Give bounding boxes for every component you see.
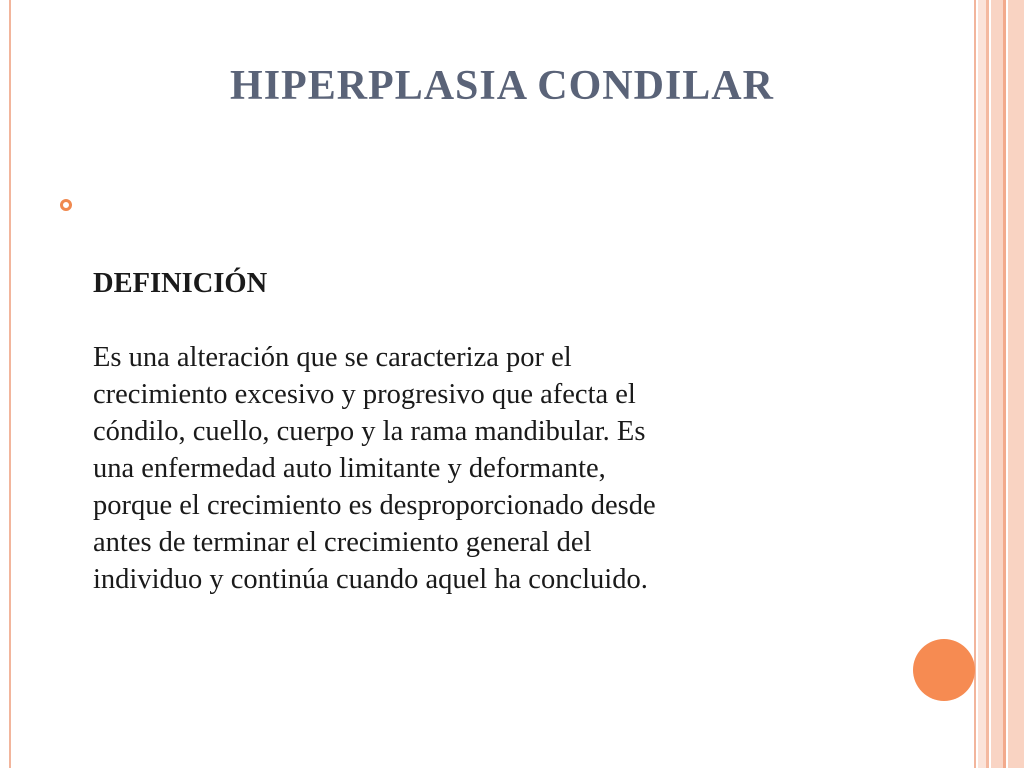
stripe <box>974 0 976 768</box>
definition-text: Es una alteración que se caracteriza por el crecimiento excesivo y progresivo que afecta el cóndilo, cuello, cuerpo y la rama mandibular. Es una enfermedad auto limitante y deformante, porque el crecimiento es desproporcionado desde antes de terminar el crecimiento general del individuo y continúa cuando aquel ha concluido. <box>93 342 656 595</box>
slide-title: HIPERPLASIA CONDILAR <box>230 63 774 109</box>
hollow-circle-bullet-icon <box>60 199 72 211</box>
left-border-line <box>9 0 11 768</box>
stripe <box>1003 0 1006 768</box>
section-heading: DEFINICIÓN <box>93 268 268 299</box>
stripe <box>1008 0 1024 768</box>
stripe <box>986 0 989 768</box>
stripe <box>991 0 1003 768</box>
bullet-content <box>93 228 913 598</box>
right-decorative-stripes <box>974 0 1024 768</box>
stripe <box>978 0 986 768</box>
orange-circle-icon <box>913 639 975 701</box>
